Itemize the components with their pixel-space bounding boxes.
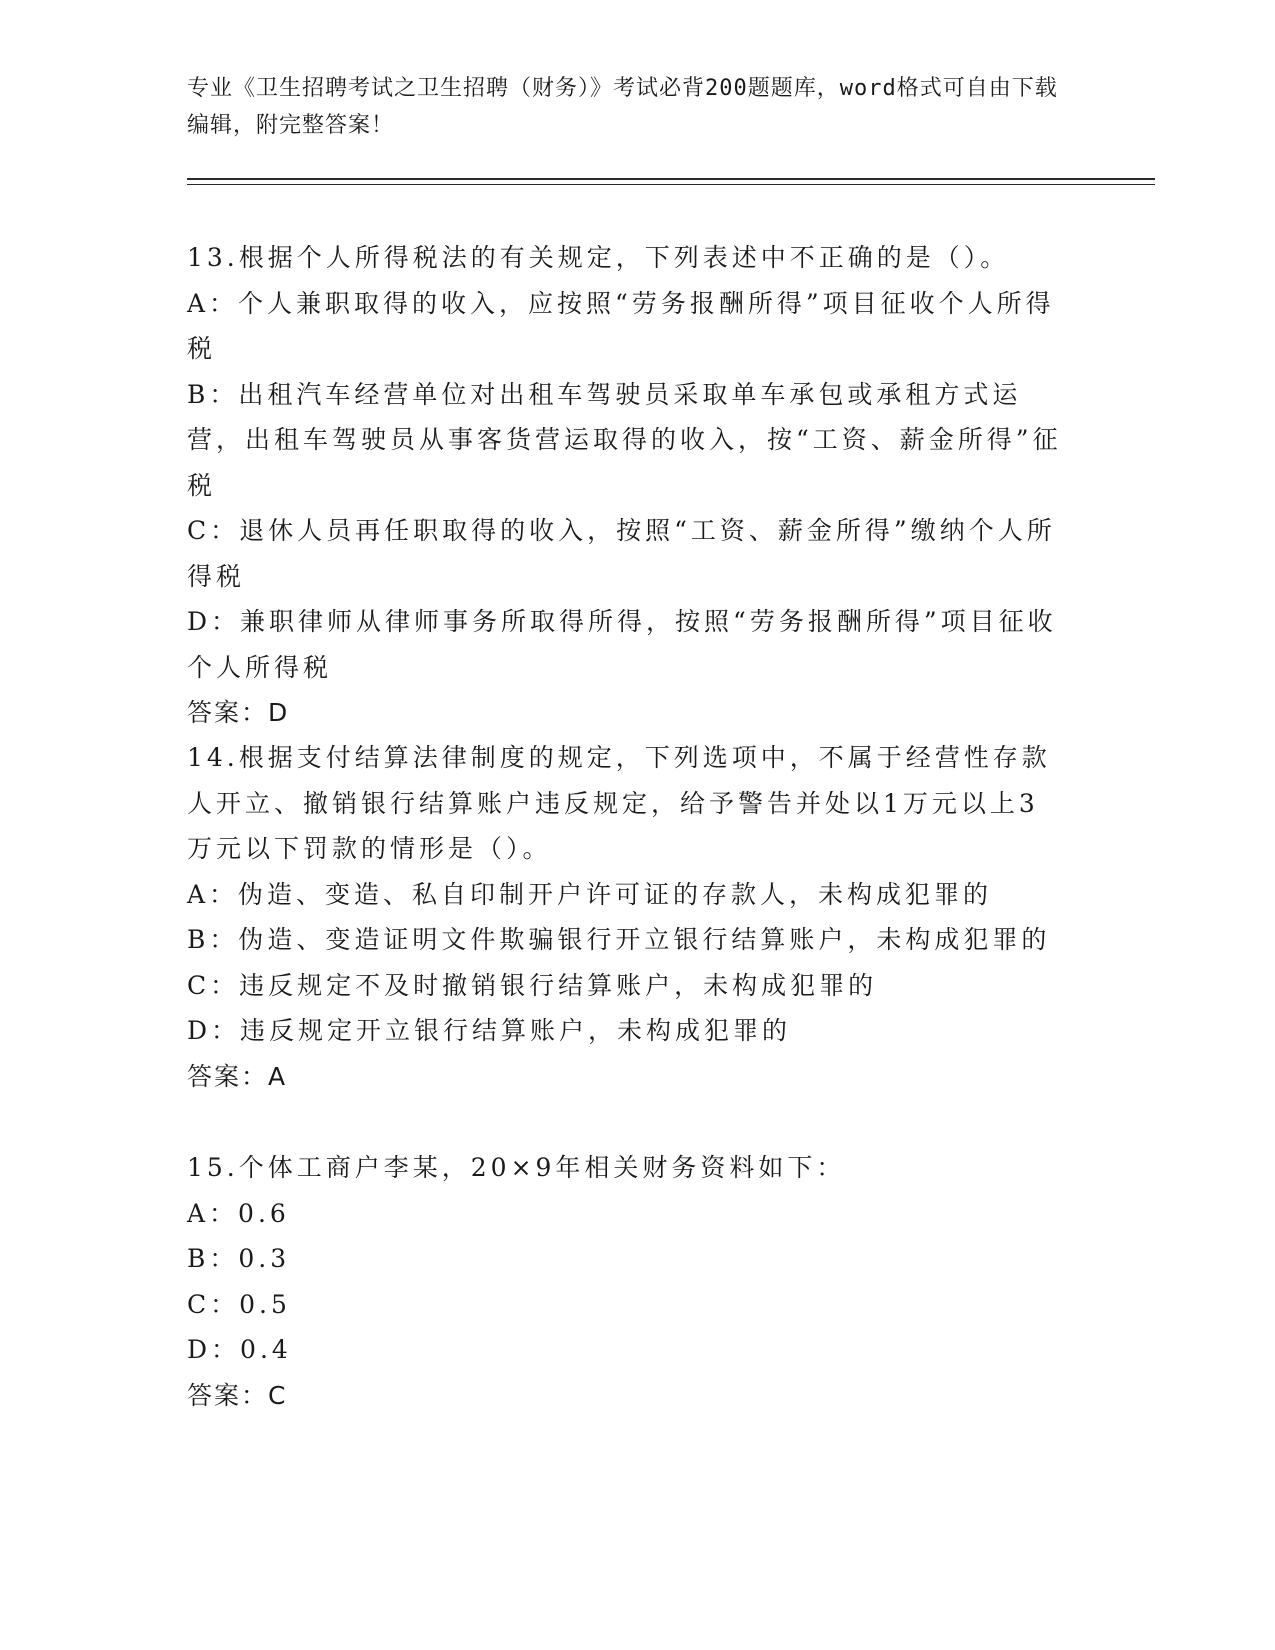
question-stem: 14.根据支付结算法律制度的规定，下列选项中，不属于经营性存款人开立、撤销银行结算账户违反规定，给予警告并处以1万元以上3万元以下罚款的情形是（）。: [187, 743, 1051, 863]
option-d: D：违反规定开立银行结算账户，未构成犯罪的: [187, 1016, 792, 1045]
header-divider-thick: [187, 178, 1155, 180]
question-15: [187, 1145, 1067, 1418]
option-c: C：退休人员再任职取得的收入，按照“工资、薪金所得”缴纳个人所得税: [187, 516, 1056, 591]
document-intro: 专业《卫生招聘考试之卫生招聘（财务）》考试必背200题题库，word格式可自由下载编辑，附完整答案！: [187, 76, 1058, 138]
option-a: A：伪造、变造、私自印制开户许可证的存款人，未构成犯罪的: [187, 879, 993, 909]
answer: 答案：A: [187, 1061, 288, 1091]
answer: 答案：C: [187, 1380, 288, 1410]
option-d: D：兼职律师从律师事务所取得所得，按照“劳务报酬所得”项目征收个人所得税: [187, 607, 1057, 682]
option-b: B：0.3: [187, 1244, 291, 1273]
option-a: A：0.6: [187, 1198, 290, 1228]
header-divider-thin: [187, 184, 1155, 185]
answer: 答案：D: [187, 698, 290, 727]
option-a: A：个人兼职取得的收入，应按照“劳务报酬所得”项目征收个人所得税: [187, 288, 1055, 363]
question-stem: 13.根据个人所得税法的有关规定，下列表述中不正确的是（）。: [187, 243, 1010, 272]
option-c: C：0.5: [187, 1289, 291, 1319]
option-d: D：0.4: [187, 1335, 292, 1364]
option-b: B：出租汽车经营单位对出租车驾驶员采取单车承包或承租方式运营，出租车驾驶员从事客货营运取得的收入，按“工资、薪金所得”征税: [187, 379, 1062, 500]
question-13: [187, 235, 1067, 736]
question-stem: 15.个体工商户李某，20×9年相关财务资料如下：: [187, 1153, 846, 1182]
question-14: [187, 735, 1067, 1099]
option-b: B：伪造、变造证明文件欺骗银行开立银行结算账户，未构成犯罪的: [187, 925, 1051, 954]
option-c: C：违反规定不及时撤销银行结算账户，未构成犯罪的: [187, 970, 878, 1000]
